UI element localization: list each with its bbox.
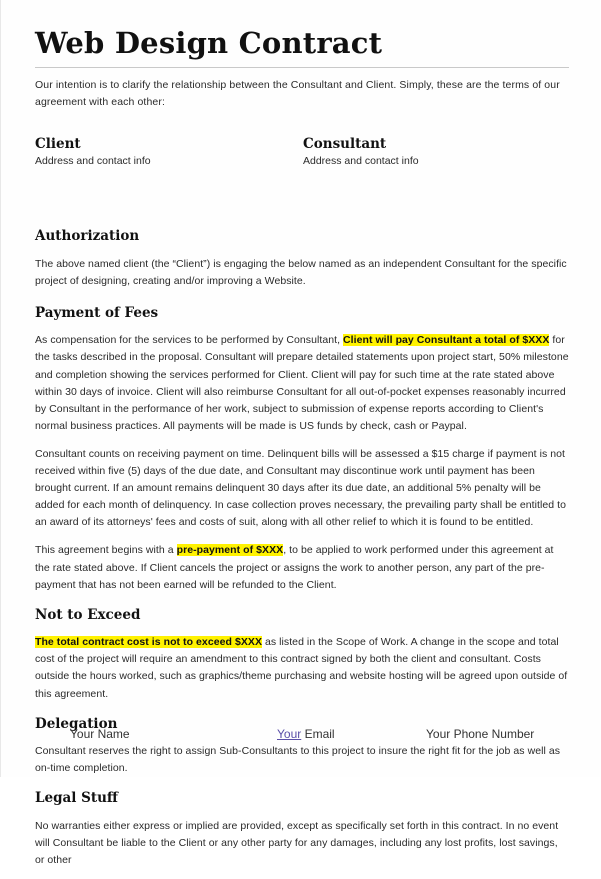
party-client xyxy=(35,136,151,169)
page-title: Web Design Contract xyxy=(35,26,383,60)
payment-of-fees-heading: Payment of Fees xyxy=(35,304,159,321)
highlight-not-to-exceed-amount: The total contract cost is not to exceed $XXX xyxy=(35,636,262,649)
intro-paragraph: Our intention is to clarify the relationship between the Consultant and Client. Simply, these are the terms of our agreement with each other: xyxy=(35,79,560,109)
authorization-heading: Authorization xyxy=(35,228,140,245)
authorization-body: The above named client (the “Client”) is engaging the below named as an independent Consultant for the specific project of designing, creating and/or improving a Website. xyxy=(35,257,567,287)
section-payment-of-fees xyxy=(35,305,569,594)
not-to-exceed-body xyxy=(35,634,569,702)
footer-email-rest: Email xyxy=(301,727,335,741)
client-heading: Client xyxy=(35,136,81,153)
party-consultant xyxy=(303,136,419,169)
section-not-to-exceed xyxy=(35,607,569,703)
page-footer xyxy=(1,726,601,750)
footer-your-email xyxy=(277,726,335,743)
legal-stuff-heading: Legal Stuff xyxy=(35,790,118,807)
footer-your-phone: Your Phone Number xyxy=(426,727,535,741)
highlight-prepayment-amount: pre-payment of $XXX xyxy=(176,544,284,557)
legal-stuff-body: No warranties either express or implied are provided, except as specifically set forth in this contract. In no event will Consultant be liable to the Client or any other party for any damages, including any lost profits, lost savings, or other xyxy=(35,819,559,866)
delegation-body: Consultant reserves the right to assign Sub-Consultants to this project to insure the right fit for the job as well as on-time completion. xyxy=(35,745,561,775)
payment-p1-after: for the tasks described in the proposal. Consultant will prepare detailed statements upon project start, 50% milestone and completion showing the services performed for Client. Client will pay for such time at the rate stated above within 30 days of invoice. Client will also reimburse Consultant for all out-of-pocket expenses reasonably incurred by Consultant in the performance of her work, subject to submission of expense reports according to Client's normal business practices. All payments will be made is US funds by check, cash or Paypal. xyxy=(35,334,569,432)
payment-p3-after: , to be applied to work performed under this agreement at the rate stated above. If Client cancels the project or assigns the work to another person, any part of the pre-payment that has not been earned will be refunded to the Client. xyxy=(35,544,554,591)
payment-paragraph-3 xyxy=(35,542,569,593)
payment-p1-before: As compensation for the services to be performed by Consultant, xyxy=(35,334,344,347)
payment-p3-before: This agreement begins with a xyxy=(35,544,177,557)
title-divider xyxy=(35,67,569,68)
delegation-heading: Delegation xyxy=(35,715,118,732)
section-legal-stuff xyxy=(35,790,569,869)
consultant-heading: Consultant xyxy=(303,136,387,153)
payment-paragraph-2: Consultant counts on receiving payment on time. Delinquent bills will be assessed a $15 charge if payment is not received within five (5) days of the due date, and Consultant may discontinue work until payment has been brought current. If an amount remains delinquent 30 days after its due date, an additional 5% penalty will be added for each month of delinquency. In case collection proves necessary, the prevailing party shall be entitled to an award of its attorneys' fees and costs of suit, along with all other relief to which it is found to be entitled. xyxy=(35,447,566,529)
not-to-exceed-after: as listed in the Scope of Work. A change in the scope and total cost of the project will require an amendment to this contract signed by both the client and consultant. Costs outside the hours worked, such as graphics/theme purchasing and website hosting will be agreed upon outside of this agreement. xyxy=(35,636,568,700)
parties-row xyxy=(35,136,569,182)
not-to-exceed-heading: Not to Exceed xyxy=(35,606,141,623)
payment-paragraph-1 xyxy=(35,332,569,435)
consultant-address-label: Address and contact info xyxy=(303,154,419,167)
footer-email-link[interactable]: Your xyxy=(277,727,302,741)
section-authorization xyxy=(35,228,569,290)
client-address-label: Address and contact info xyxy=(35,154,151,167)
footer-your-name: Your Name xyxy=(70,727,130,741)
highlight-total-amount: Client will pay Consultant a total of $XXX xyxy=(343,334,550,347)
